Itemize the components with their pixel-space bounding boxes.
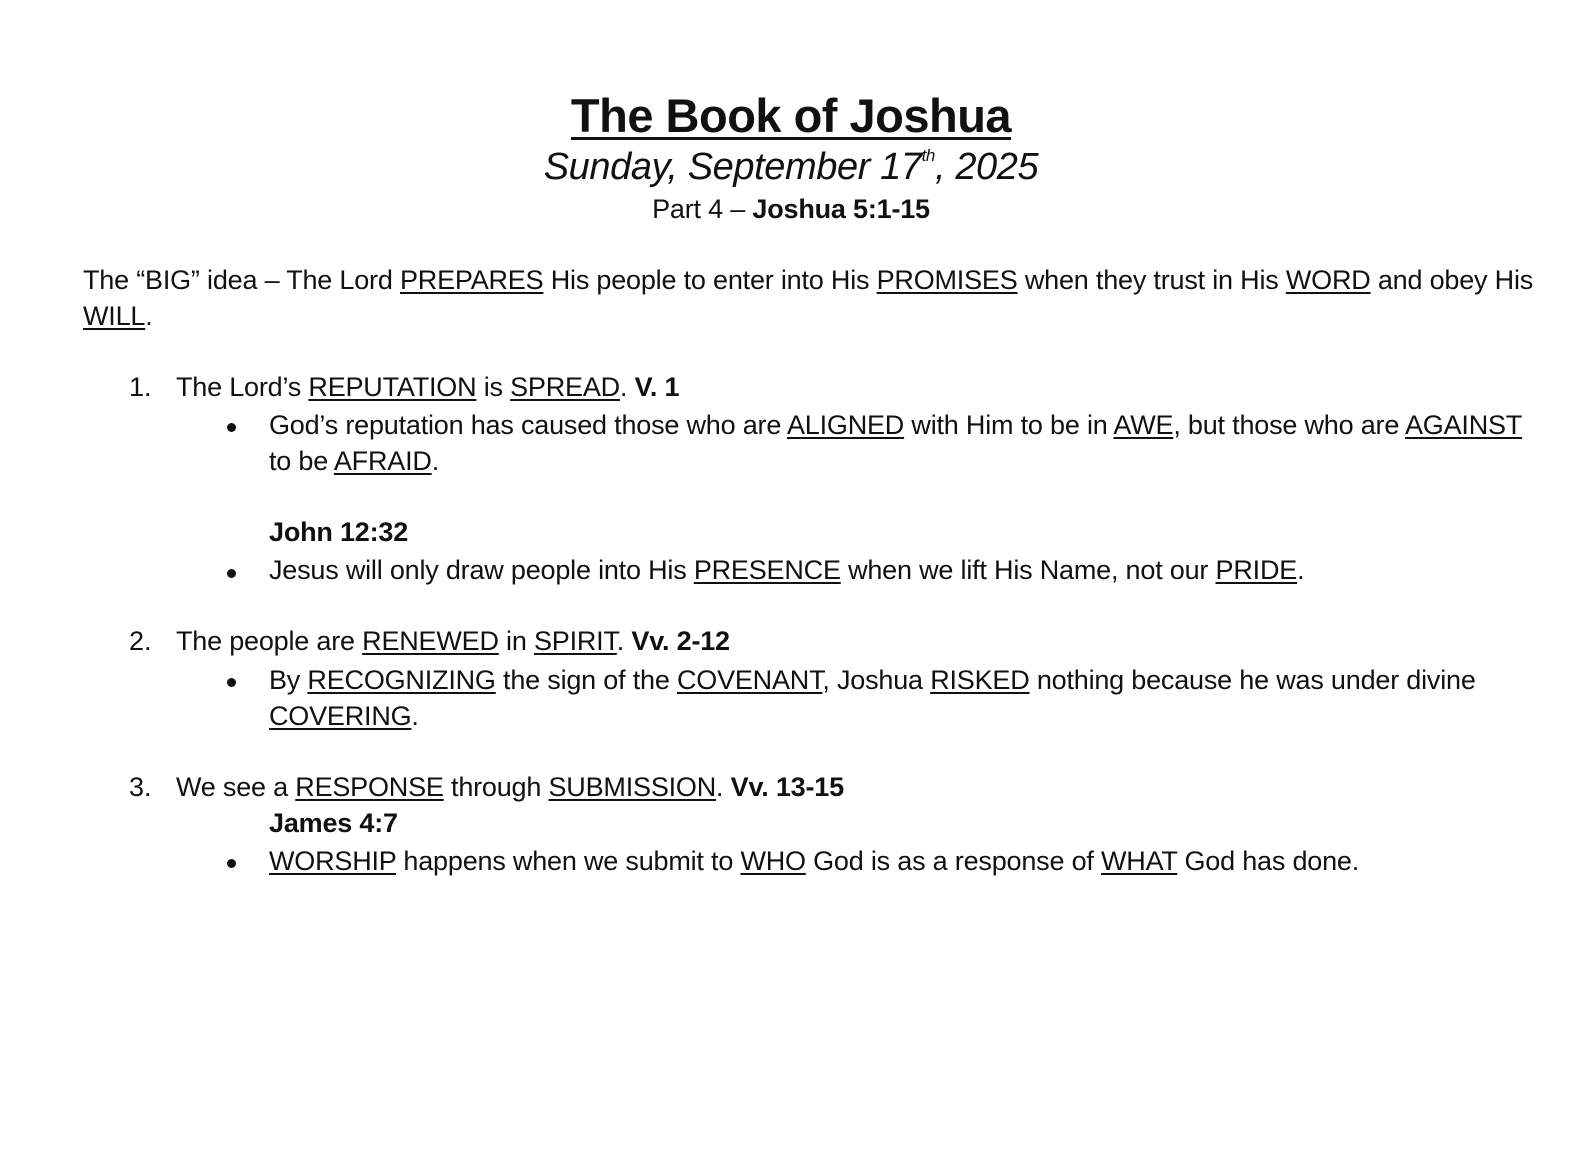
point-1-scripture: John 12:32 [269,517,409,547]
point-1-number: 1. [129,372,152,402]
bullet-dot [227,569,236,578]
sermon-date: Sunday, September 17th, 2025 [543,146,1039,188]
bullet-dot [227,423,236,432]
point-3-scripture: James 4:7 [269,808,398,838]
point-1-bullet-1-line-1: God’s reputation has caused those who are ALIGNED with Him to be in AWE, but those who are AGAINST [269,410,1523,440]
point-2-number: 2. [129,626,152,656]
big-idea-line-1: The “BIG” idea – The Lord PREPARES His people to enter into His PROMISES when they trust in His WORD and obey His [83,265,1534,295]
point-2-bullet-1-line-2: COVERING. [269,701,419,731]
part-subtitle: Part 4 – Joshua 5:1-15 [652,194,930,224]
point-1-bullet-2: Jesus will only draw people into His PRESENCE when we lift His Name, not our PRIDE. [269,555,1305,585]
point-1-heading: The Lord’s REPUTATION is SPREAD. V. 1 [176,372,680,402]
bullet-dot [227,678,236,687]
point-2-bullet-1-line-1: By RECOGNIZING the sign of the COVENANT, Joshua RISKED nothing because he was under divine [269,665,1476,695]
point-3-bullet-1: WORSHIP happens when we submit to WHO God is as a response of WHAT God has done. [269,846,1360,876]
document-title: The Book of Joshua [570,89,1012,142]
point-3-number: 3. [129,772,152,802]
big-idea-line-2: WILL. [83,301,153,331]
point-3-heading: We see a RESPONSE through SUBMISSION. Vv. 13-15 [176,772,844,802]
bullet-dot [227,859,236,868]
point-1-bullet-1-line-2: to be AFRAID. [269,446,439,476]
point-2-heading: The people are RENEWED in SPIRIT. Vv. 2-12 [176,626,730,656]
